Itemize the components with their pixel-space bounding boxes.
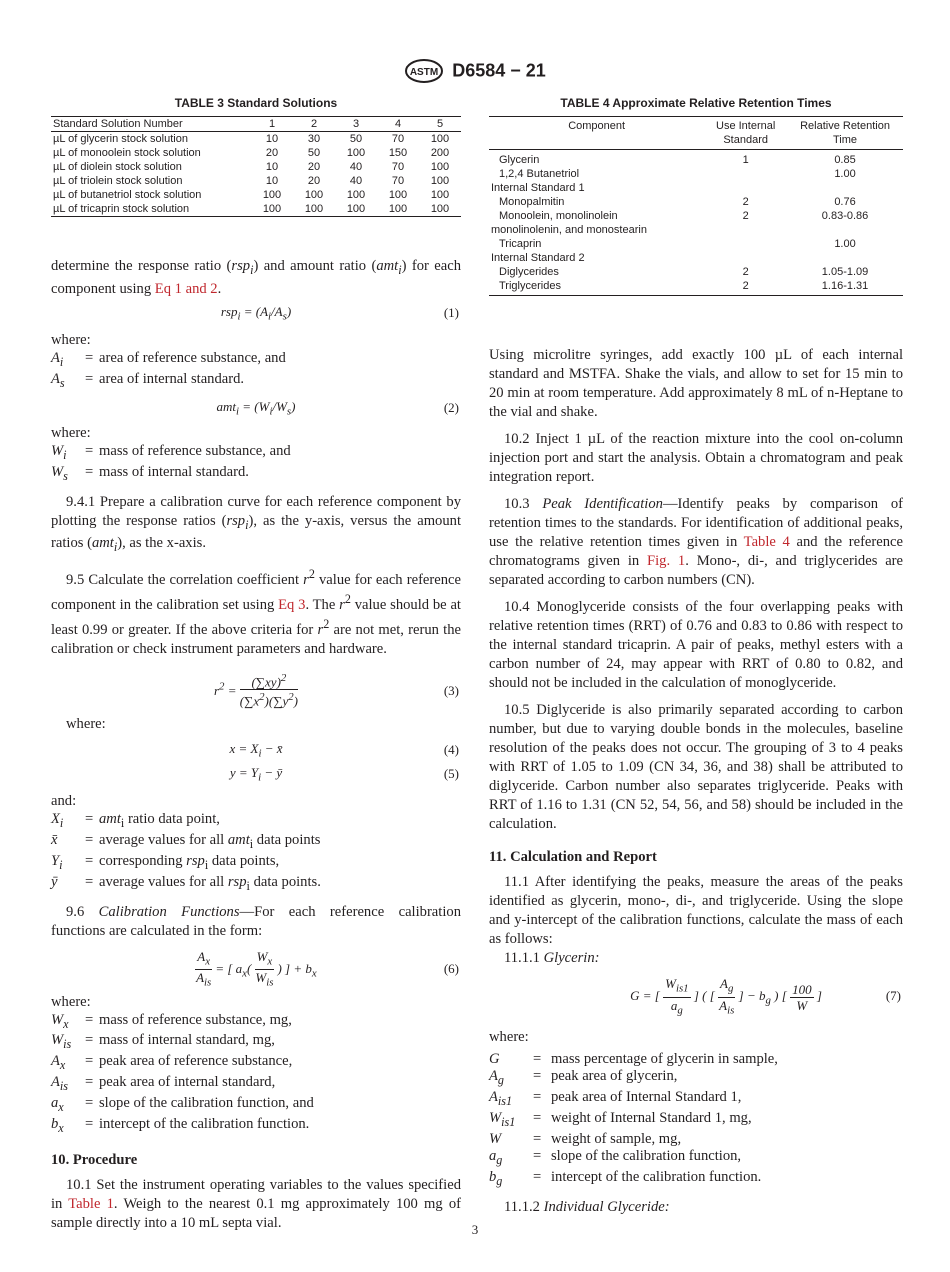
table-cell [704, 251, 787, 265]
table-cell: Monopalmitin [499, 196, 565, 208]
table-cell: 10 [265, 161, 279, 173]
t3-header-cell: 2 [293, 117, 335, 132]
table-cell: Diglycerides [499, 266, 559, 278]
table-cell: 100 [430, 175, 450, 187]
para-10-5: 10.5 Diglyceride is also primarily separated according to carbon number, but due to varying double bonds in the molecules, baseline resolution of the peaks does not occur. The grouping of 3 to 4 peaks with RRT of 1.05 to 1.09 (CN 34, 36, and 38) shall be attributed to diglyceride. Carbon number also separates triglyceride. Peaks with RRT of 1.16 to 1.31 (CN 52, 54, 56, and 58) should be included in the calculation. [489, 702, 903, 832]
table-cell: µL of triolein stock solution [53, 175, 183, 187]
defs-eq1: $A_i$ = area of reference substance, and $A_s$ = area of internal standard. [51, 349, 286, 390]
table-cell: 2 [742, 266, 749, 278]
table-cell: 70 [391, 175, 405, 187]
table-row [489, 279, 903, 296]
para-10-1: 10.1 Set the instrument operating variables to the values specified in Table 1. Weigh to the nearest 0.1 mg approximately 100 mg of sample directly into a 10 mL septa vial. [51, 1176, 461, 1231]
table-row [489, 167, 903, 181]
table-cell: 2 [742, 210, 749, 222]
page-header [0, 58, 950, 84]
table-cell: 50 [307, 147, 321, 159]
table-cell: 100 [346, 147, 366, 159]
table-cell: 100 [388, 189, 408, 201]
para-11-1-2: 11.1.2 Individual Glyceride: [504, 1198, 670, 1215]
table-cell: 2 [704, 279, 787, 296]
table3-caption: TABLE 3 Standard Solutions [174, 96, 338, 110]
table-row [489, 237, 903, 251]
table-row [489, 265, 903, 279]
table-cell: 150 [388, 147, 408, 159]
table-cell: µL of butanetriol stock solution [53, 189, 202, 201]
table-cell: Glycerin [499, 154, 540, 166]
t3-header-cell: 1 [251, 117, 293, 132]
table-cell: 10 [265, 133, 279, 145]
table-row [489, 251, 903, 265]
table-cell: 10 [265, 175, 279, 187]
table-row [489, 181, 903, 195]
table-cell: µL of monoolein stock solution [53, 147, 201, 159]
table-row [489, 195, 903, 209]
where-label: where: [51, 424, 91, 441]
table-cell: 2 [742, 196, 749, 208]
table-cell: 20 [307, 175, 321, 187]
table-cell: 0.85 [834, 154, 856, 166]
table-cell: Internal Standard 2 [491, 252, 585, 264]
section-11-heading: 11. Calculation and Report [489, 849, 657, 865]
table-cell [704, 237, 787, 251]
table-cell [787, 223, 903, 237]
para-10-4: 10.4 Monoglyceride consists of the four overlapping peaks with relative retention times (RRT) of 0.76 and 0.83 to 0.86 with respect to the internal standard tricaprin. A pair of peaks, methyl esters with a carbon number of 24, may appear with RRT of 0.80 to 0.82, and should not be included in the calculation of monoglyceride. [489, 599, 903, 691]
table-cell: 1.05-1.09 [821, 266, 869, 278]
equation-1: $rsp_i = (A_i/A_s)$ (1) [220, 303, 459, 323]
t3-header-cell: Standard Solution Number [51, 117, 251, 132]
t4-col-rrt: Relative Retention Time [787, 117, 903, 150]
equation-3: $r^2$ = $\frac{(\sum xy)^2}{(\sum x^2)(\sum y^2)}$ (3) [213, 671, 459, 709]
fig1-link[interactable]: Fig. 1 [647, 553, 686, 569]
t3-header-cell: 3 [335, 117, 377, 132]
table-cell: Triglycerides [489, 279, 704, 296]
table4 [489, 116, 903, 296]
table-cell: 1 [742, 154, 749, 166]
t4-col-component: Component [489, 117, 704, 150]
table-cell: Tricaprin [499, 238, 542, 250]
table-cell: 200 [430, 147, 450, 159]
para-9-6: 9.6 Calibration Functions—For each reference calibration functions are calculated in the form: [51, 903, 461, 939]
table-cell: 100 [430, 189, 450, 201]
defs-eq7: G = mass percentage of glycerin in sample, $A_g$ = peak area of glycerin, $A_{is1}$ = peak area of Internal Standard 1, $W_{is1}$ = weight of Internal Standard 1, mg, W = weight of sample, mg, $a_g$ = slope of the calibration function, $b_g$ = intercept of the calibration function. [489, 1051, 778, 1188]
table-cell: µL of glycerin stock solution [53, 133, 188, 145]
table-cell: Internal Standard 1 [491, 182, 585, 194]
table-cell: 1.16-1.31 [787, 279, 903, 296]
para-9-5: 9.5 Calculate the correlation coefficient $r^2$ value for each reference component in the calibration set using Eq 3. The $r^2$ value should be at least 0.99 or greater. If the above criteria for $r^2$ are not met, rerun the calibration or check instrument parameters and hardware. [51, 567, 462, 657]
left-column [51, 92, 461, 1233]
table-cell: 100 [419, 202, 461, 217]
and-label: and: [51, 792, 77, 809]
table-cell: 100 [346, 189, 366, 201]
table-cell: µL of diolein stock solution [53, 161, 182, 173]
table1-link[interactable]: Table 1 [68, 1195, 114, 1212]
where-label: where: [51, 993, 91, 1010]
t4-col-standard: Use Internal Standard [704, 117, 787, 150]
table-cell: Monoolein, monolinolein [499, 210, 618, 222]
table-cell: 40 [349, 161, 363, 173]
table-cell: 100 [430, 133, 450, 145]
table-cell [787, 251, 903, 265]
table-row [51, 132, 461, 147]
para-10-1-cont: Using microlitre syringes, add exactly 100 µL of each internal standard and MSTFA. Shake the vials, and allow to set for 15 min to 20 min at room temperature. Add approximately 8 mL of n-Heptane to the vial and shake. [489, 347, 903, 420]
table-cell: 100 [262, 189, 282, 201]
table4-caption: TABLE 4 Approximate Relative Retention Times [560, 96, 832, 110]
table-cell: monolinolenin, and monostearin [491, 224, 647, 236]
where-label: where: [51, 331, 91, 348]
equation-7: G = [ $\frac{W_{is1}}{a_g}$ ] ( [ $\frac{A_g}{A_{is}}$ ] − $b_g$ ) [ $\frac{100}{W}$ ] (7) [630, 976, 901, 1017]
table-cell: 0.76 [834, 196, 856, 208]
table-cell: 100 [335, 202, 377, 217]
table-cell: 1.00 [834, 168, 856, 180]
page-number: 3 [471, 1222, 479, 1237]
para-11-1: 11.1 After identifying the peaks, measure the areas of the peaks identified as glycerin, mono-, di-, and triglyceride. Using the slope and y-intercept of the calibration functions, calculate the mass of each as follows: [489, 874, 903, 947]
right-column [489, 92, 903, 1217]
table3 [51, 116, 461, 217]
table4-link[interactable]: Table 4 [743, 534, 790, 550]
table-row [51, 202, 461, 217]
para-10-3: 10.3 Peak Identification—Identify peaks by comparison of retention times to the standards. For identification of additional peaks, use the relative retention times given in Table 4 and the reference chromatograms given in Fig. 1. Mono-, di-, and triglycerides are separated according to carbon numbers (CN). [489, 496, 904, 588]
where-label: where: [489, 1029, 529, 1045]
table-row [489, 223, 903, 237]
table-cell: 100 [251, 202, 293, 217]
eq1-2-link[interactable]: Eq 1 and 2 [154, 280, 218, 297]
table-cell: 100 [304, 189, 324, 201]
table-row [51, 160, 461, 174]
table-row [51, 146, 461, 160]
equation-5: $y = Y_i$ − ȳ (5) [229, 764, 459, 784]
t3-header-cell: 5 [419, 117, 461, 132]
table-cell [704, 167, 787, 181]
para-10-2: 10.2 Inject 1 µL of the reaction mixture into the cool on-column injection port and start the analysis. Obtain a chromatogram and peak integration report. [489, 431, 903, 485]
defs-eq6: $W_x$ = mass of reference substance, mg, $W_{is}$ = mass of internal standard, mg, $A_x$ = peak area of reference substance, $A_{is}$ = peak area of internal standard, $a_x$ = slope of the calibration function, and $b_x$ = intercept of the calibration function. [51, 1011, 314, 1135]
where-label: where: [66, 715, 106, 732]
table-cell: 20 [265, 147, 279, 159]
para-response-ratio: determine the response ratio (rsp$_i$) and amount ratio (amt$_i$) for each component using Eq 1 and 2. [51, 258, 461, 297]
table-row [51, 174, 461, 188]
table-row [489, 150, 903, 168]
equation-4: $x = X_i$ − x̄ (4) [229, 740, 459, 760]
para-9-4-1: 9.4.1 Prepare a calibration curve for each reference component by plotting the response ratios (rsp$_i$), as the y-axis, versus the amount ratios (amt$_i$), as the x-axis. [51, 493, 461, 555]
equation-6: $\frac{A_x}{A_{is}}$ = [ $a_x$( $\frac{W_x}{W_{is}}$ ) ] + $b_x$ (6) [196, 948, 459, 989]
table-cell [704, 181, 787, 195]
defs-eq2: $W_i$ = mass of reference substance, and $W_s$ = mass of internal standard. [51, 442, 291, 483]
table-cell: 50 [349, 133, 363, 145]
astm-logo-icon [404, 58, 444, 84]
table-cell: 100 [377, 202, 419, 217]
t3-header-cell: 4 [377, 117, 419, 132]
table-row [51, 188, 461, 202]
table-cell: 40 [349, 175, 363, 187]
table-cell: 20 [307, 161, 321, 173]
table-cell: 100 [293, 202, 335, 217]
table-cell: 70 [391, 133, 405, 145]
table-cell: 70 [391, 161, 405, 173]
table-cell: 100 [430, 161, 450, 173]
table-row [489, 209, 903, 223]
equation-2: $amt_i = (W_i/W_s)$ (2) [216, 398, 459, 418]
svg-text:ASTM: ASTM [410, 67, 439, 78]
section-10-heading: 10. Procedure [51, 1151, 138, 1168]
table-cell: 1.00 [834, 238, 856, 250]
table-cell [704, 223, 787, 237]
para-11-1-1: 11.1.1 Glycerin: [504, 950, 600, 966]
table-cell: µL of tricaprin stock solution [51, 202, 251, 217]
table-cell: 0.83-0.86 [821, 210, 869, 222]
table-cell: 1,2,4 Butanetriol [499, 168, 580, 180]
eq3-link[interactable]: Eq 3 [278, 597, 306, 614]
table-cell: 30 [307, 133, 321, 145]
table-cell [787, 181, 903, 195]
defs-eq3: $X_i$ = amt$_i$ ratio data point, x̄ = average values for all amt$_i$ data points $Y_i$ = corresponding rsp$_i$ data points, ȳ = average values for all rsp$_i$ data points. [51, 810, 321, 893]
standard-number: D6584 − 21 [452, 60, 546, 81]
